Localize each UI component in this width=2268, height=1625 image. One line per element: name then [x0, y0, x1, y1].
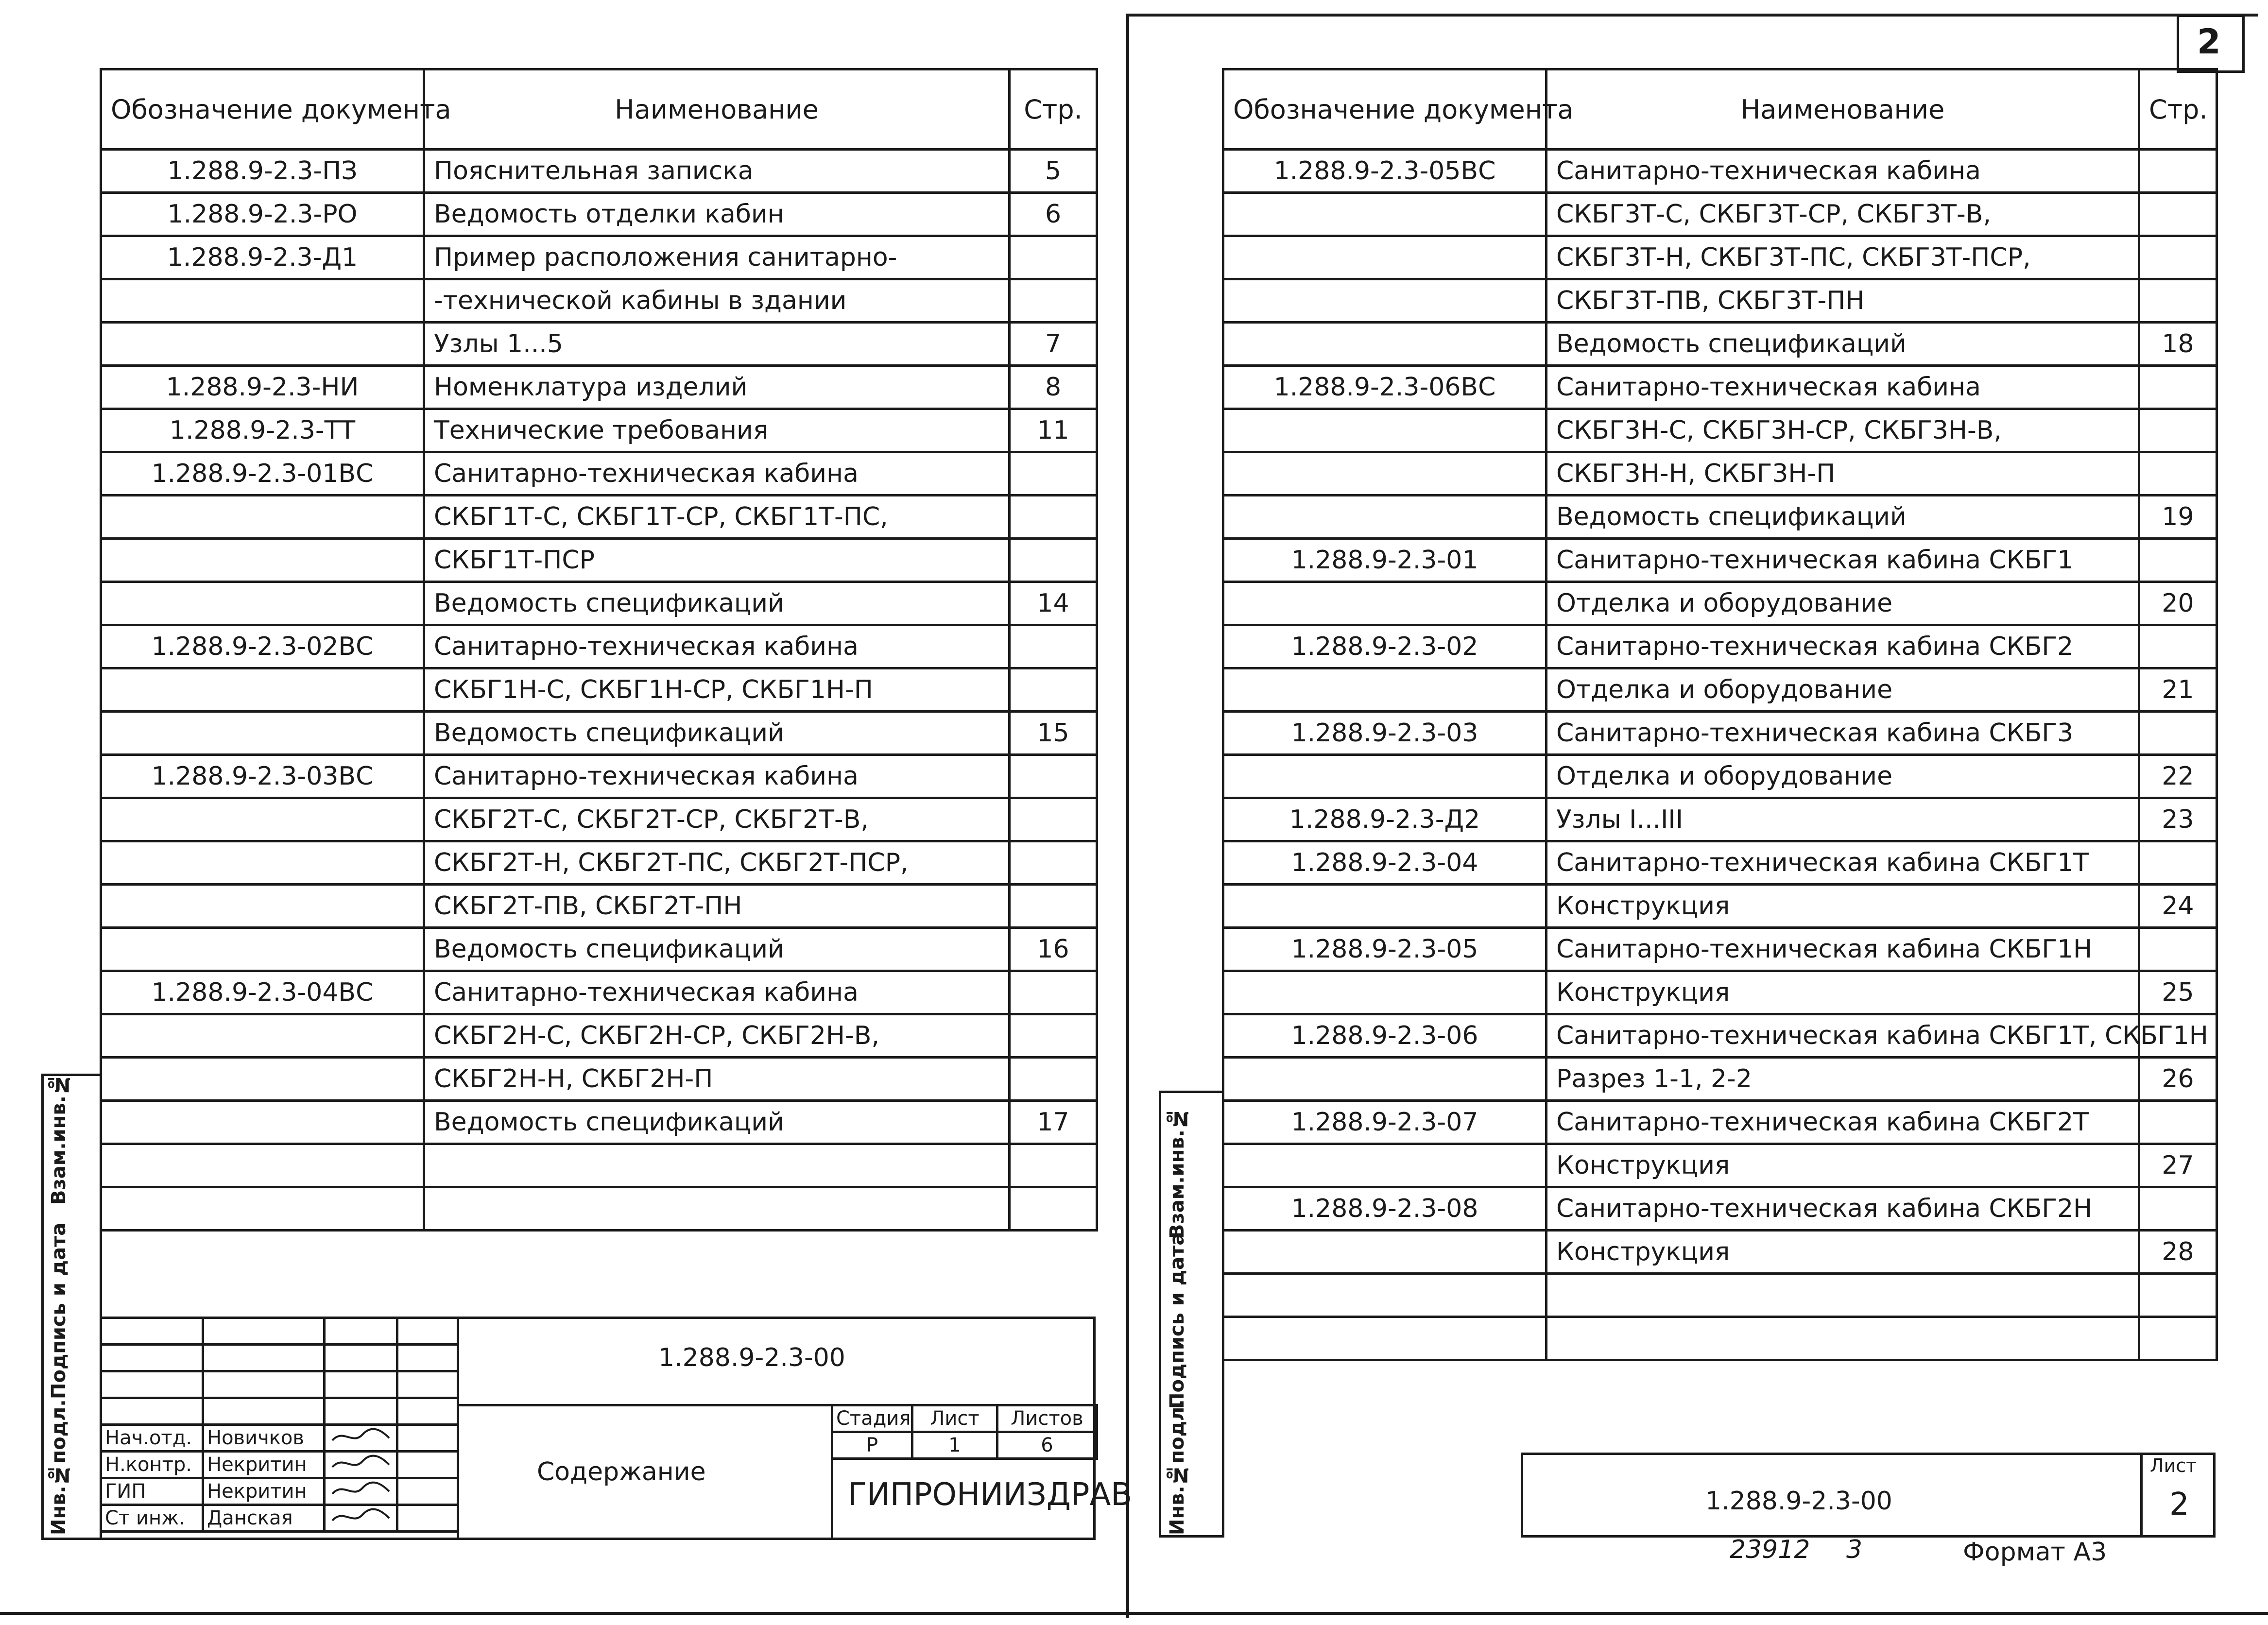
row-code: 1.288.9-2.3-06	[1223, 1014, 1546, 1058]
table-row	[1223, 409, 2217, 452]
row-code	[1223, 323, 1546, 366]
handwritten-signature-icon	[328, 1426, 392, 1445]
row-code: 1.288.9-2.3-ТТ	[101, 409, 424, 452]
signature-row	[101, 1425, 458, 1452]
row-page	[2139, 236, 2217, 279]
row-code: 1.288.9-2.3-01ВС	[101, 452, 424, 496]
row-page	[1010, 236, 1097, 279]
side-label-inv: Инв.№подл.	[1166, 1399, 1188, 1535]
row-code	[101, 539, 424, 582]
table-row	[1223, 928, 2217, 971]
table-row	[1223, 841, 2217, 885]
row-name: Пояснительная записка	[424, 150, 1010, 193]
row-code	[101, 1187, 424, 1231]
blank-cell	[203, 1371, 325, 1398]
table-row	[101, 452, 1097, 496]
row-name: Разрез 1-1, 2-2	[1546, 1058, 2139, 1101]
row-name	[1546, 1317, 2139, 1360]
blank-cell	[101, 1318, 203, 1345]
row-page	[2139, 409, 2217, 452]
row-name: Пример расположения санитарно-	[424, 236, 1010, 279]
row-page	[1010, 452, 1097, 496]
table-row	[1223, 236, 2217, 279]
sheets-value: 6	[997, 1432, 1097, 1459]
signature-mark	[325, 1505, 397, 1532]
row-code	[1223, 1058, 1546, 1101]
signature-person: Данская	[203, 1505, 325, 1532]
blank-cell	[101, 1371, 203, 1398]
row-page	[2139, 539, 2217, 582]
footer-order-sheet: 3	[1846, 1535, 1863, 1564]
row-page: 23	[2139, 798, 2217, 841]
row-code	[101, 582, 424, 625]
row-code	[1223, 452, 1546, 496]
row-code	[101, 668, 424, 712]
row-name: Конструкция	[1546, 971, 2139, 1014]
sheets-label: Листов	[997, 1405, 1097, 1432]
row-name: СКБГ1Т-С, СКБГ1Т-СР, СКБГ1Т-ПС,	[424, 496, 1010, 539]
row-name: Санитарно-техническая кабина	[424, 971, 1010, 1014]
row-name: Конструкция	[1546, 885, 2139, 928]
row-page	[2139, 1274, 2217, 1317]
blank-signature-row	[101, 1318, 458, 1345]
signature-date	[397, 1478, 458, 1505]
table-row	[101, 1187, 1097, 1231]
row-name: Санитарно-техническая кабина СКБГ2	[1546, 625, 2139, 668]
row-name: Ведомость спецификаций	[424, 712, 1010, 755]
table-row	[1223, 539, 2217, 582]
table-row	[1223, 1101, 2217, 1144]
table-row	[101, 928, 1097, 971]
row-name	[1546, 1274, 2139, 1317]
row-code: 1.288.9-2.3-01	[1223, 539, 1546, 582]
signature-mark	[325, 1452, 397, 1478]
row-code	[101, 885, 424, 928]
row-page	[2139, 1187, 2217, 1231]
blank-cell	[101, 1398, 203, 1425]
row-name: Конструкция	[1546, 1144, 2139, 1187]
table-row	[1223, 1274, 2217, 1317]
row-page: 21	[2139, 668, 2217, 712]
left-table-header	[101, 69, 1097, 150]
row-code: 1.288.9-2.3-03	[1223, 712, 1546, 755]
row-code: 1.288.9-2.3-РО	[101, 193, 424, 236]
row-code	[101, 1101, 424, 1144]
table-row	[1223, 1231, 2217, 1274]
signature-date	[397, 1452, 458, 1478]
row-page	[2139, 150, 2217, 193]
table-row	[101, 150, 1097, 193]
right-table-header	[1223, 69, 2217, 150]
header-code: Обозначение документа	[101, 69, 424, 150]
table-row	[101, 971, 1097, 1014]
row-code	[101, 841, 424, 885]
row-name: Ведомость спецификаций	[1546, 496, 2139, 539]
row-page	[1010, 755, 1097, 798]
table-row	[1223, 366, 2217, 409]
row-code: 1.288.9-2.3-04ВС	[101, 971, 424, 1014]
signatures-table	[100, 1317, 459, 1533]
row-page: 26	[2139, 1058, 2217, 1101]
signature-role: Нач.отд.	[101, 1425, 203, 1452]
row-code: 1.288.9-2.3-07	[1223, 1101, 1546, 1144]
footer-order: 23912	[1730, 1535, 1810, 1564]
row-name: Санитарно-техническая кабина СКБГ1	[1546, 539, 2139, 582]
row-code	[1223, 1144, 1546, 1187]
table-row	[1223, 971, 2217, 1014]
row-code: 1.288.9-2.3-08	[1223, 1187, 1546, 1231]
row-page	[2139, 625, 2217, 668]
table-row	[1223, 1187, 2217, 1231]
row-page: 7	[1010, 323, 1097, 366]
side-label-podpis: Подпись и дата	[1166, 1232, 1188, 1409]
row-name: Санитарно-техническая кабина СКБГ1Н	[1546, 928, 2139, 971]
row-name: СКБГ3Т-С, СКБГ3Т-СР, СКБГ3Т-В,	[1546, 193, 2139, 236]
header-name: Наименование	[424, 69, 1010, 150]
row-page	[1010, 539, 1097, 582]
row-code: 1.288.9-2.3-02ВС	[101, 625, 424, 668]
row-page	[1010, 841, 1097, 885]
table-row	[101, 279, 1097, 323]
blank-cell	[325, 1398, 397, 1425]
table-row	[1223, 193, 2217, 236]
row-name: Санитарно-техническая кабина СКБГ2Н	[1546, 1187, 2139, 1231]
right-contents-table	[1222, 68, 2218, 1361]
row-code	[1223, 236, 1546, 279]
right-stamp-sheet: 2	[2169, 1487, 2189, 1522]
handwritten-signature-icon	[328, 1453, 392, 1472]
table-row	[101, 366, 1097, 409]
row-name: -технической кабины в здании	[424, 279, 1010, 323]
row-name: Санитарно-техническая кабина	[424, 452, 1010, 496]
row-name: Ведомость спецификаций	[424, 928, 1010, 971]
row-code	[1223, 755, 1546, 798]
table-row	[101, 409, 1097, 452]
row-name: Санитарно-техническая кабина	[424, 755, 1010, 798]
signature-date	[397, 1425, 458, 1452]
row-code: 1.288.9-2.3-Д1	[101, 236, 424, 279]
title-block-doc-code: 1.288.9-2.3-00	[658, 1343, 845, 1372]
row-name: СКБГ3Т-ПВ, СКБГ3Т-ПН	[1546, 279, 2139, 323]
sheet-value: 1	[912, 1432, 997, 1459]
table-row	[101, 885, 1097, 928]
table-row	[101, 841, 1097, 885]
row-page: 20	[2139, 582, 2217, 625]
row-page	[2139, 928, 2217, 971]
row-page	[1010, 798, 1097, 841]
table-row	[1223, 1014, 2217, 1058]
row-code: 1.288.9-2.3-03ВС	[101, 755, 424, 798]
blank-cell	[397, 1318, 458, 1345]
blank-cell	[397, 1398, 458, 1425]
row-page: 28	[2139, 1231, 2217, 1274]
row-code	[1223, 582, 1546, 625]
row-name: Отделка и оборудование	[1546, 755, 2139, 798]
row-code: 1.288.9-2.3-Д2	[1223, 798, 1546, 841]
row-name: Отделка и оборудование	[1546, 668, 2139, 712]
row-name: СКБГ2Т-Н, СКБГ2Т-ПС, СКБГ2Т-ПСР,	[424, 841, 1010, 885]
table-row	[1223, 1144, 2217, 1187]
table-row	[101, 323, 1097, 366]
row-page: 8	[1010, 366, 1097, 409]
row-code: 1.288.9-2.3-НИ	[101, 366, 424, 409]
organization-name: ГИПРОНИИЗДРАВ	[848, 1477, 1133, 1513]
row-code	[1223, 279, 1546, 323]
table-row	[101, 668, 1097, 712]
table-row	[101, 1014, 1097, 1058]
row-page: 19	[2139, 496, 2217, 539]
row-name: Узлы 1...5	[424, 323, 1010, 366]
blank-cell	[325, 1318, 397, 1345]
handwritten-signature-icon	[328, 1506, 392, 1525]
signature-person: Некритин	[203, 1452, 325, 1478]
row-page	[2139, 193, 2217, 236]
table-row	[1223, 279, 2217, 323]
row-page	[1010, 1058, 1097, 1101]
table-row	[101, 712, 1097, 755]
blank-cell	[203, 1398, 325, 1425]
blank-cell	[325, 1345, 397, 1371]
right-top-border	[1126, 14, 2258, 17]
row-page	[2139, 712, 2217, 755]
row-name: СКБГ1Т-ПСР	[424, 539, 1010, 582]
row-code	[1223, 885, 1546, 928]
row-name: Номенклатура изделий	[424, 366, 1010, 409]
signature-date	[397, 1505, 458, 1532]
blank-signature-row	[101, 1398, 458, 1425]
row-name: СКБГ2Н-С, СКБГ2Н-СР, СКБГ2Н-В,	[424, 1014, 1010, 1058]
row-code	[101, 928, 424, 971]
row-name: Отделка и оборудование	[1546, 582, 2139, 625]
row-code	[1223, 496, 1546, 539]
table-row	[1223, 712, 2217, 755]
signature-role: ГИП	[101, 1478, 203, 1505]
row-page: 14	[1010, 582, 1097, 625]
row-page: 16	[1010, 928, 1097, 971]
table-row	[1223, 496, 2217, 539]
row-page: 25	[2139, 971, 2217, 1014]
side-label-podpis: Подпись и дата	[48, 1222, 70, 1399]
table-row	[1223, 1058, 2217, 1101]
table-row	[101, 798, 1097, 841]
side-label-vzam: Взам.инв.№	[1166, 1107, 1188, 1239]
left-contents-table	[100, 68, 1098, 1232]
row-name: СКБГ2Н-Н, СКБГ2Н-П	[424, 1058, 1010, 1101]
table-row	[101, 1144, 1097, 1187]
signature-mark	[325, 1478, 397, 1505]
stage-value: Р	[832, 1432, 912, 1459]
table-row	[101, 496, 1097, 539]
row-name: СКБГ3Н-Н, СКБГ3Н-П	[1546, 452, 2139, 496]
row-page: 6	[1010, 193, 1097, 236]
sheet-label: Лист	[912, 1405, 997, 1432]
row-code: 1.288.9-2.3-06ВС	[1223, 366, 1546, 409]
right-stamp-doc-code: 1.288.9-2.3-00	[1705, 1487, 1892, 1516]
row-page: 27	[2139, 1144, 2217, 1187]
row-page	[1010, 496, 1097, 539]
signature-row	[101, 1478, 458, 1505]
row-code: 1.288.9-2.3-02	[1223, 625, 1546, 668]
table-row	[101, 236, 1097, 279]
row-name: Санитарно-техническая кабина	[1546, 366, 2139, 409]
row-code	[101, 496, 424, 539]
row-name: СКБГ3Н-С, СКБГ3Н-СР, СКБГ3Н-В,	[1546, 409, 2139, 452]
side-label-vzam: Взам.инв.№	[48, 1073, 70, 1205]
row-name: Санитарно-техническая кабина	[1546, 150, 2139, 193]
table-row	[1223, 150, 2217, 193]
row-code: 1.288.9-2.3-04	[1223, 841, 1546, 885]
stage-label: Стадия	[832, 1405, 912, 1432]
row-code	[101, 323, 424, 366]
row-page	[1010, 1144, 1097, 1187]
row-name: Санитарно-техническая кабина СКБГ2Т	[1546, 1101, 2139, 1144]
signature-role: Ст инж.	[101, 1505, 203, 1532]
table-row	[101, 539, 1097, 582]
signature-person: Новичков	[203, 1425, 325, 1452]
row-code	[1223, 1231, 1546, 1274]
row-page	[1010, 668, 1097, 712]
table-row	[1223, 798, 2217, 841]
signature-row	[101, 1452, 458, 1478]
row-code: 1.288.9-2.3-ПЗ	[101, 150, 424, 193]
table-row	[101, 1101, 1097, 1144]
bottom-border	[0, 1612, 2268, 1615]
row-page	[1010, 279, 1097, 323]
stage-table	[831, 1404, 1098, 1460]
table-row	[1223, 885, 2217, 928]
row-name: Санитарно-техническая кабина СКБГ1Т, СКБГ1Н	[1546, 1014, 2139, 1058]
row-name: Ведомость спецификаций	[424, 1101, 1010, 1144]
row-page	[1010, 971, 1097, 1014]
row-code	[101, 712, 424, 755]
row-name: Ведомость отделки кабин	[424, 193, 1010, 236]
row-code	[1223, 1274, 1546, 1317]
header-page: Стр.	[1010, 69, 1097, 150]
row-name: СКБГ2Т-С, СКБГ2Т-СР, СКБГ2Т-В,	[424, 798, 1010, 841]
row-name: Ведомость спецификаций	[1546, 323, 2139, 366]
row-code	[1223, 668, 1546, 712]
signature-role: Н.контр.	[101, 1452, 203, 1478]
table-row	[1223, 582, 2217, 625]
row-page	[1010, 625, 1097, 668]
title-block-title: Содержание	[537, 1457, 706, 1487]
row-name: Технические требования	[424, 409, 1010, 452]
header-page: Стр.	[2139, 69, 2217, 150]
table-row	[1223, 452, 2217, 496]
row-name: Узлы I...III	[1546, 798, 2139, 841]
header-name: Наименование	[1546, 69, 2139, 150]
row-page: 17	[1010, 1101, 1097, 1144]
row-code	[101, 1144, 424, 1187]
signature-row	[101, 1505, 458, 1532]
row-name: СКБГ3Т-Н, СКБГ3Т-ПС, СКБГ3Т-ПСР,	[1546, 236, 2139, 279]
handwritten-signature-icon	[328, 1479, 392, 1499]
row-code	[1223, 1317, 1546, 1360]
row-code	[1223, 193, 1546, 236]
row-name: СКБГ2Т-ПВ, СКБГ2Т-ПН	[424, 885, 1010, 928]
table-row	[1223, 1317, 2217, 1360]
row-page: 24	[2139, 885, 2217, 928]
row-code	[1223, 409, 1546, 452]
row-code	[101, 798, 424, 841]
signature-person: Некритин	[203, 1478, 325, 1505]
blank-cell	[397, 1371, 458, 1398]
row-name	[424, 1187, 1010, 1231]
blank-cell	[397, 1345, 458, 1371]
row-name: Санитарно-техническая кабина СКБГ3	[1546, 712, 2139, 755]
row-page	[1010, 885, 1097, 928]
footer-format: Формат А3	[1963, 1538, 2107, 1567]
table-row	[1223, 323, 2217, 366]
row-name: Санитарно-техническая кабина	[424, 625, 1010, 668]
header-code: Обозначение документа	[1223, 69, 1546, 150]
table-row	[1223, 625, 2217, 668]
blank-cell	[203, 1318, 325, 1345]
table-row	[1223, 755, 2217, 798]
table-row	[101, 625, 1097, 668]
blank-signature-row	[101, 1371, 458, 1398]
table-row	[1223, 668, 2217, 712]
row-name: СКБГ1Н-С, СКБГ1Н-СР, СКБГ1Н-П	[424, 668, 1010, 712]
row-page: 11	[1010, 409, 1097, 452]
blank-cell	[101, 1345, 203, 1371]
page-number: 2	[2197, 22, 2221, 62]
table-row	[101, 582, 1097, 625]
signature-mark	[325, 1425, 397, 1452]
row-name: Конструкция	[1546, 1231, 2139, 1274]
table-row	[101, 1058, 1097, 1101]
row-page	[2139, 366, 2217, 409]
table-row	[101, 193, 1097, 236]
row-code	[101, 279, 424, 323]
table-row	[101, 755, 1097, 798]
row-code: 1.288.9-2.3-05ВС	[1223, 150, 1546, 193]
row-code	[101, 1014, 424, 1058]
row-page	[2139, 841, 2217, 885]
right-stamp-sheet-label: Лист	[2150, 1455, 2197, 1476]
row-page: 15	[1010, 712, 1097, 755]
row-page	[1010, 1187, 1097, 1231]
row-page	[2139, 1101, 2217, 1144]
row-code	[1223, 971, 1546, 1014]
sheet-divider	[1126, 15, 1129, 1618]
side-label-inv: Инв.№подл.	[48, 1399, 70, 1535]
row-page: 22	[2139, 755, 2217, 798]
blank-signature-row	[101, 1345, 458, 1371]
row-page	[2139, 279, 2217, 323]
row-page: 5	[1010, 150, 1097, 193]
row-name	[424, 1144, 1010, 1187]
row-name: Санитарно-техническая кабина СКБГ1Т	[1546, 841, 2139, 885]
blank-cell	[203, 1345, 325, 1371]
row-page	[1010, 1014, 1097, 1058]
row-code	[101, 1058, 424, 1101]
row-page	[2139, 1317, 2217, 1360]
row-page	[2139, 452, 2217, 496]
blank-cell	[325, 1371, 397, 1398]
row-code: 1.288.9-2.3-05	[1223, 928, 1546, 971]
row-name: Ведомость спецификаций	[424, 582, 1010, 625]
row-page: 18	[2139, 323, 2217, 366]
